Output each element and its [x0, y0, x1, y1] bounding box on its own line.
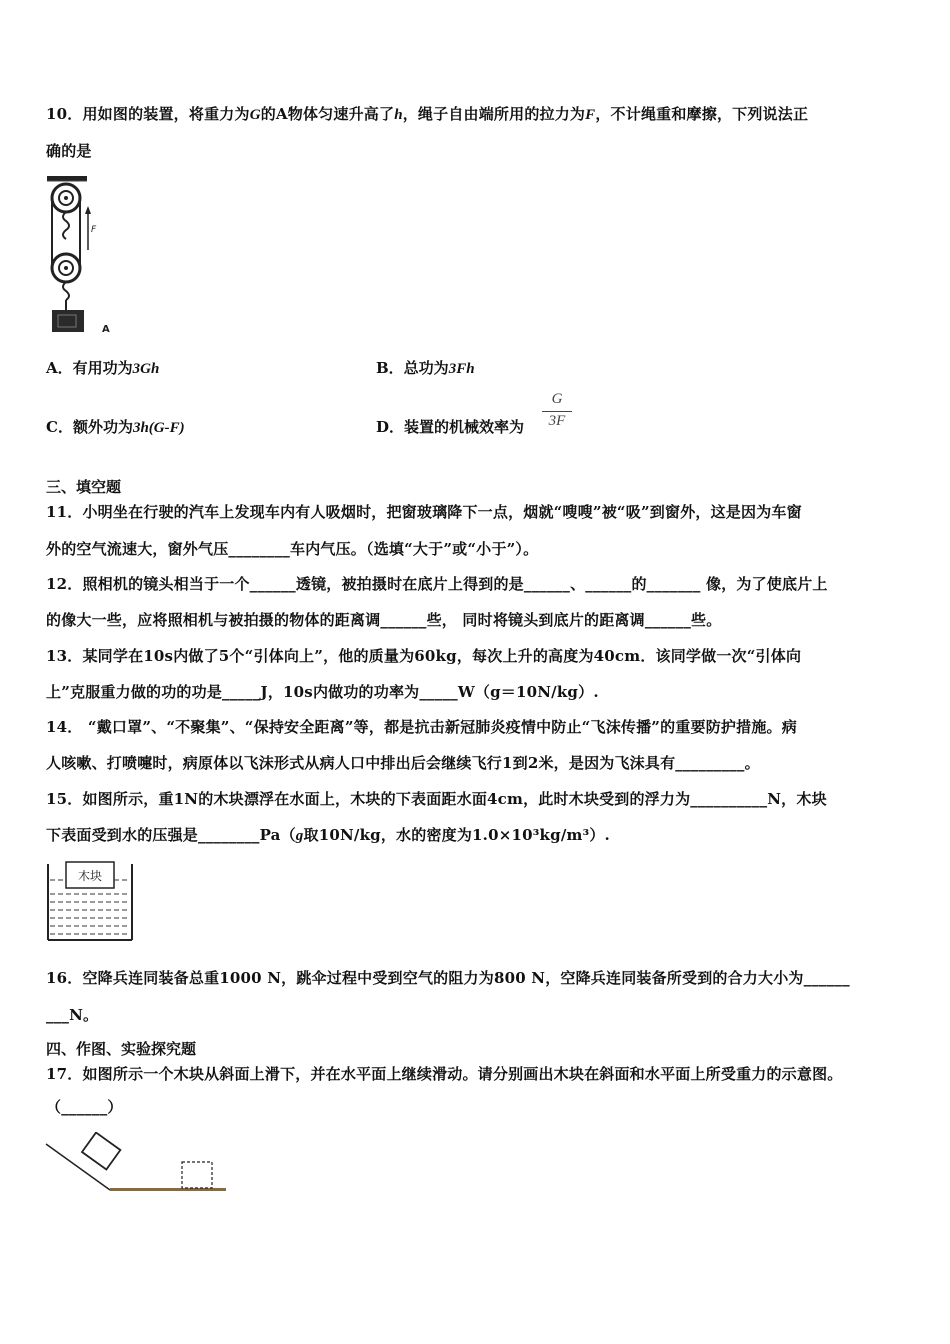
- q14-line2: 人咳嗽、打喷嚏时，病原体以飞沫形式从病人口中排出后会继续飞行1到2米，是因为飞沫具有_________。: [46, 754, 760, 772]
- q13-line2: 上”克服重力做的功的功是_____J，10s内做功的功率为_____W（g＝10N/kg）.: [46, 683, 599, 701]
- fraction-numerator: G: [551, 391, 563, 407]
- section-fill-blank-heading: 三、填空题: [46, 478, 122, 496]
- fraction-denominator: 3F: [548, 413, 566, 429]
- q15-line1: 15．如图所示，重1N的木块漂浮在水面上，木块的下表面距水面4cm，此时木块受到的浮力为__________N，木块: [46, 790, 827, 808]
- efficiency-fraction: [542, 391, 572, 430]
- q10-option-b[interactable]: B．总功为3Fh: [376, 359, 475, 377]
- section-drawing-experiment-heading: 四、作图、实验探究题: [46, 1040, 197, 1058]
- q12-line1: 12．照相机的镜头相当于一个______透镜，被拍摄时在底片上得到的是______、______的_______ 像，为了使底片上: [46, 575, 828, 593]
- q11-line1: 11．小明坐在行驶的汽车上发现车内有人吸烟时，把窗玻璃降下一点，烟就“嗖嗖”被“吸”到窗外，这是因为车窗: [46, 503, 802, 521]
- q11-line2: 外的空气流速大，窗外气压________车内气压。（选填“大于”或“小于”）。: [46, 540, 539, 558]
- q10-stem-line2: 确的是: [46, 142, 92, 160]
- pulley-force-label: F: [91, 225, 97, 235]
- q15-line2: 下表面受到水的压强是________Pa（g取10N/kg，水的密度为1.0×10³kg/m³）.: [46, 826, 610, 844]
- q12-line2: 的像大一些，应将照相机与被拍摄的物体的距离调______些， 同时将镜头到底片的距离调______些。: [46, 611, 722, 629]
- q10-stem-line1: 10．用如图的装置，将重力为G的A物体匀速升高了h，绳子自由端所用的拉力为F，不计绳重和摩擦，下列说法正: [46, 105, 809, 123]
- q14-line1: 14． “戴口罩”、“不聚集”、“保持安全距离”等，都是抗击新冠肺炎疫情中防止“飞沫传播”的重要防护措施。病: [46, 718, 797, 736]
- q16-line2: ___N。: [46, 1006, 99, 1024]
- q17-line1: 17．如图所示一个木块从斜面上滑下，并在水平面上继续滑动。请分别画出木块在斜面和水平面上所受重力的示意图。: [46, 1065, 843, 1083]
- q10-option-c[interactable]: C．额外功为3h(G-F): [46, 418, 185, 436]
- q10-option-d[interactable]: D．装置的机械效率为: [376, 418, 525, 436]
- incline-block-figure: [44, 1132, 234, 1198]
- pulley-figure: [44, 172, 124, 336]
- q17-line2: （______）: [46, 1098, 123, 1116]
- q10-option-a[interactable]: A．有用功为3Gh: [46, 359, 160, 377]
- pulley-object-label: A: [102, 324, 110, 335]
- floating-block-figure: [44, 856, 136, 944]
- q16-line1: 16．空降兵连同装备总重1000 N，跳伞过程中受到空气的阻力为800 N，空降兵连同装备所受到的合力大小为______: [46, 969, 850, 987]
- floating-block-label: 木块: [77, 869, 103, 883]
- q13-line1: 13．某同学在10s内做了5个“引体向上”，他的质量为60kg，每次上升的高度为40cm．该同学做一次“引体向: [46, 647, 802, 665]
